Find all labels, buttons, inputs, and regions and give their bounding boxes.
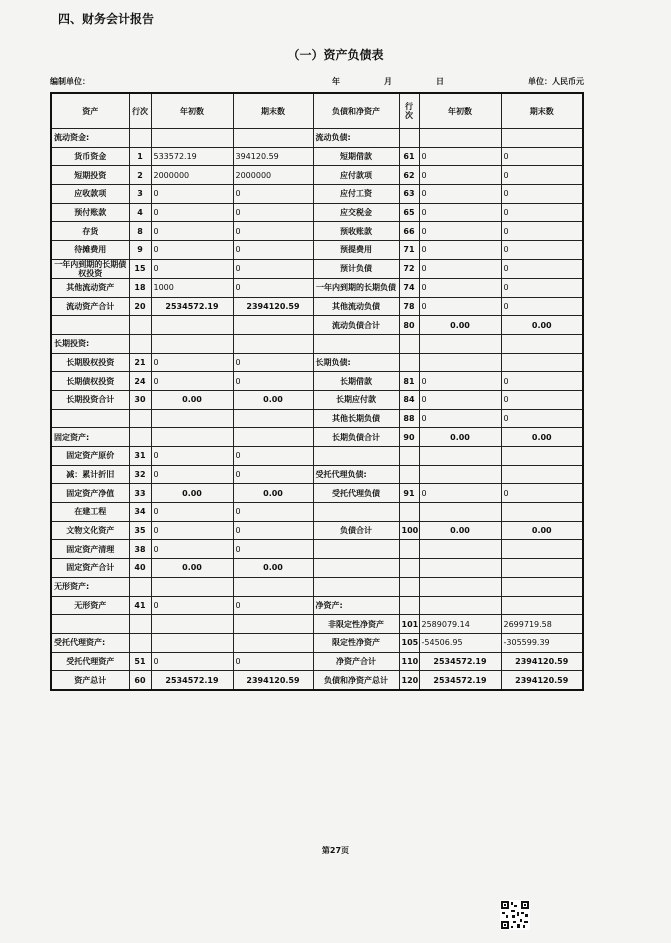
table-row bbox=[51, 447, 583, 466]
asset-item-name: 在建工程 bbox=[51, 503, 129, 522]
asset-begin-value: 2534572.19 bbox=[151, 671, 233, 690]
asset-line-number: 35 bbox=[129, 521, 151, 540]
asset-begin-cell bbox=[151, 428, 233, 447]
liability-item-name: 净资产合计 bbox=[313, 652, 399, 671]
asset-line-number: 8 bbox=[129, 222, 151, 241]
table-row bbox=[51, 372, 583, 391]
liability-begin-cell bbox=[419, 465, 501, 484]
table-row bbox=[51, 503, 583, 522]
liability-begin-value: -54506.95 bbox=[419, 633, 501, 652]
liability-line-number: 100 bbox=[399, 521, 419, 540]
liability-begin-cell bbox=[419, 447, 501, 466]
table-row bbox=[51, 166, 583, 185]
table-row bbox=[51, 259, 583, 278]
header-line: 行次 bbox=[129, 93, 151, 129]
liability-begin-value: 0 bbox=[419, 147, 501, 166]
liability-begin-cell bbox=[419, 129, 501, 148]
liability-section-label: 受托代理负债: bbox=[313, 465, 399, 484]
table-row bbox=[51, 297, 583, 316]
liability-end-cell bbox=[501, 503, 583, 522]
asset-line-number: 51 bbox=[129, 652, 151, 671]
liability-begin-cell bbox=[419, 577, 501, 596]
asset-end-cell bbox=[233, 129, 313, 148]
liability-end-value: 2394120.59 bbox=[501, 652, 583, 671]
liability-line-cell bbox=[399, 577, 419, 596]
liability-line-cell bbox=[399, 465, 419, 484]
liability-begin-value: 2589079.14 bbox=[419, 615, 501, 634]
asset-end-value: 0 bbox=[233, 465, 313, 484]
table-row bbox=[51, 147, 583, 166]
liability-begin-cell bbox=[419, 559, 501, 578]
liability-end-value: 2699719.58 bbox=[501, 615, 583, 634]
liability-end-value: 0 bbox=[501, 259, 583, 278]
asset-begin-value: 0.00 bbox=[151, 484, 233, 503]
asset-line-cell bbox=[129, 334, 151, 353]
month-label: 月 bbox=[384, 77, 392, 86]
liability-item-name: 流动负债合计 bbox=[313, 316, 399, 335]
asset-begin-value: 0 bbox=[151, 372, 233, 391]
asset-section-label: 流动资金: bbox=[51, 129, 129, 148]
liability-line-cell bbox=[399, 596, 419, 615]
asset-line-number: 21 bbox=[129, 353, 151, 372]
table-row bbox=[51, 222, 583, 241]
liability-item-name: 非限定性净资产 bbox=[313, 615, 399, 634]
asset-end-value: 0 bbox=[233, 503, 313, 522]
asset-begin-value: 1000 bbox=[151, 278, 233, 297]
asset-begin-value: 0.00 bbox=[151, 390, 233, 409]
liability-begin-value: 0 bbox=[419, 372, 501, 391]
liability-end-value: 0.00 bbox=[501, 316, 583, 335]
asset-begin-value: 0 bbox=[151, 652, 233, 671]
asset-item-name: 存货 bbox=[51, 222, 129, 241]
asset-line-number: 15 bbox=[129, 259, 151, 278]
asset-end-cell bbox=[233, 334, 313, 353]
liability-begin-value: 0 bbox=[419, 203, 501, 222]
liability-end-value: 0.00 bbox=[501, 521, 583, 540]
asset-item-name: 长期债权投资 bbox=[51, 372, 129, 391]
asset-begin-cell bbox=[151, 334, 233, 353]
asset-end-cell bbox=[233, 409, 313, 428]
liability-item-name: 负债合计 bbox=[313, 521, 399, 540]
liability-line-cell bbox=[399, 503, 419, 522]
liability-item-name: 预计负债 bbox=[313, 259, 399, 278]
asset-begin-value: 0.00 bbox=[151, 559, 233, 578]
table-row bbox=[51, 465, 583, 484]
liability-line-number: 65 bbox=[399, 203, 419, 222]
asset-begin-value: 0 bbox=[151, 540, 233, 559]
asset-begin-value: 0 bbox=[151, 465, 233, 484]
liability-begin-value: 0 bbox=[419, 278, 501, 297]
asset-begin-value: 0 bbox=[151, 185, 233, 204]
currency-unit: 单位：人民币元 bbox=[528, 77, 584, 86]
asset-item-name: 应收款项 bbox=[51, 185, 129, 204]
liability-item-name: 应交税金 bbox=[313, 203, 399, 222]
asset-line-number: 4 bbox=[129, 203, 151, 222]
liability-line-cell bbox=[399, 447, 419, 466]
liability-end-value: 0 bbox=[501, 372, 583, 391]
asset-end-value: 394120.59 bbox=[233, 147, 313, 166]
liability-line-number: 63 bbox=[399, 185, 419, 204]
asset-line-number: 1 bbox=[129, 147, 151, 166]
liability-end-value: 0 bbox=[501, 203, 583, 222]
asset-end-cell bbox=[233, 577, 313, 596]
liability-end-cell bbox=[501, 465, 583, 484]
asset-end-value: 0 bbox=[233, 447, 313, 466]
asset-end-value: 0 bbox=[233, 203, 313, 222]
liability-item-name: 其他长期负债 bbox=[313, 409, 399, 428]
liability-item-name: 应付款项 bbox=[313, 166, 399, 185]
liability-end-value: 0.00 bbox=[501, 428, 583, 447]
asset-end-value: 0 bbox=[233, 278, 313, 297]
asset-item-name: 预付账款 bbox=[51, 203, 129, 222]
asset-end-value: 0.00 bbox=[233, 390, 313, 409]
asset-item-name: 短期投资 bbox=[51, 166, 129, 185]
asset-end-value: 2394120.59 bbox=[233, 671, 313, 690]
asset-item-name: 长期投资合计 bbox=[51, 390, 129, 409]
asset-item-name: 减：累计折旧 bbox=[51, 465, 129, 484]
table-row bbox=[51, 334, 583, 353]
asset-line-cell bbox=[129, 615, 151, 634]
liability-end-value: 0 bbox=[501, 241, 583, 260]
header-begin: 年初数 bbox=[151, 93, 233, 129]
liability-begin-value: 0 bbox=[419, 297, 501, 316]
asset-line-number: 3 bbox=[129, 185, 151, 204]
asset-begin-cell bbox=[151, 633, 233, 652]
asset-section-label: 受托代理资产: bbox=[51, 633, 129, 652]
asset-item-name: 资产总计 bbox=[51, 671, 129, 690]
liability-begin-cell bbox=[419, 596, 501, 615]
liability-line-number: 88 bbox=[399, 409, 419, 428]
asset-name-cell bbox=[51, 316, 129, 335]
asset-line-number: 30 bbox=[129, 390, 151, 409]
liability-section-label: 流动负债: bbox=[313, 129, 399, 148]
liability-item-name: 限定性净资产 bbox=[313, 633, 399, 652]
header-end-2: 期末数 bbox=[501, 93, 583, 129]
compiler-label: 编制单位： bbox=[50, 77, 90, 86]
asset-begin-value: 0 bbox=[151, 596, 233, 615]
asset-item-name: 受托代理资产 bbox=[51, 652, 129, 671]
asset-line-number: 40 bbox=[129, 559, 151, 578]
liability-begin-value: 0.00 bbox=[419, 428, 501, 447]
asset-end-value: 0 bbox=[233, 521, 313, 540]
header-asset: 资产 bbox=[51, 93, 129, 129]
liability-end-value: -305599.39 bbox=[501, 633, 583, 652]
asset-section-label: 无形资产: bbox=[51, 577, 129, 596]
asset-begin-value: 0 bbox=[151, 353, 233, 372]
asset-section-label: 长期投资: bbox=[51, 334, 129, 353]
liability-end-value: 0 bbox=[501, 297, 583, 316]
asset-end-value: 0 bbox=[233, 596, 313, 615]
liability-line-number: 62 bbox=[399, 166, 419, 185]
asset-item-name: 其他流动资产 bbox=[51, 278, 129, 297]
asset-begin-cell bbox=[151, 615, 233, 634]
table-row bbox=[51, 278, 583, 297]
asset-begin-value: 0 bbox=[151, 222, 233, 241]
liability-line-number: 66 bbox=[399, 222, 419, 241]
liability-begin-cell bbox=[419, 353, 501, 372]
asset-begin-value: 0 bbox=[151, 521, 233, 540]
table-row bbox=[51, 203, 583, 222]
asset-line-cell bbox=[129, 316, 151, 335]
table-title: （一）资产负债表 bbox=[287, 48, 384, 62]
header-row bbox=[51, 93, 583, 129]
liability-line-cell bbox=[399, 129, 419, 148]
asset-end-value: 0 bbox=[233, 259, 313, 278]
asset-end-cell bbox=[233, 615, 313, 634]
liability-begin-cell bbox=[419, 503, 501, 522]
table-row bbox=[51, 633, 583, 652]
liability-end-value: 0 bbox=[501, 409, 583, 428]
liability-end-value: 0 bbox=[501, 185, 583, 204]
liability-end-cell bbox=[501, 353, 583, 372]
liability-line-number: 91 bbox=[399, 484, 419, 503]
liability-item-name: 预提费用 bbox=[313, 241, 399, 260]
qr-code-icon bbox=[500, 900, 530, 930]
liability-begin-value: 0 bbox=[419, 484, 501, 503]
table-row bbox=[51, 615, 583, 634]
header-line-2: 行次 bbox=[399, 93, 419, 129]
liability-item-name: 一年内到期的长期负债 bbox=[313, 278, 399, 297]
asset-begin-value: 0 bbox=[151, 203, 233, 222]
liability-begin-value: 0 bbox=[419, 222, 501, 241]
liability-begin-value: 0 bbox=[419, 185, 501, 204]
asset-line-number: 34 bbox=[129, 503, 151, 522]
asset-item-name: 长期股权投资 bbox=[51, 353, 129, 372]
liability-item-name: 负债和净资产总计 bbox=[313, 671, 399, 690]
asset-line-cell bbox=[129, 409, 151, 428]
table-row bbox=[51, 559, 583, 578]
asset-begin-value: 0 bbox=[151, 259, 233, 278]
asset-end-value: 0 bbox=[233, 222, 313, 241]
asset-begin-value: 2000000 bbox=[151, 166, 233, 185]
liability-line-number: 101 bbox=[399, 615, 419, 634]
liability-line-number: 61 bbox=[399, 147, 419, 166]
header-begin-2: 年初数 bbox=[419, 93, 501, 129]
liability-end-value: 0 bbox=[501, 166, 583, 185]
balance-sheet-table bbox=[50, 92, 584, 691]
asset-end-cell bbox=[233, 316, 313, 335]
liability-line-cell bbox=[399, 559, 419, 578]
liability-end-value: 0 bbox=[501, 390, 583, 409]
table-row bbox=[51, 540, 583, 559]
asset-item-name: 一年内到期的长期债权投资 bbox=[51, 259, 129, 278]
section-heading: 四、财务会计报告 bbox=[58, 12, 155, 26]
liability-line-cell bbox=[399, 334, 419, 353]
liability-name-cell bbox=[313, 334, 399, 353]
liability-begin-value: 0 bbox=[419, 390, 501, 409]
liability-name-cell bbox=[313, 447, 399, 466]
liability-begin-value: 0 bbox=[419, 166, 501, 185]
day-label: 日 bbox=[436, 77, 444, 86]
liability-begin-value: 2534572.19 bbox=[419, 671, 501, 690]
year-label: 年 bbox=[332, 77, 340, 86]
liability-line-number: 90 bbox=[399, 428, 419, 447]
liability-line-number: 110 bbox=[399, 652, 419, 671]
liability-begin-value: 0 bbox=[419, 259, 501, 278]
table-row bbox=[51, 596, 583, 615]
liability-item-name: 长期应付款 bbox=[313, 390, 399, 409]
asset-end-cell bbox=[233, 428, 313, 447]
liability-end-value: 0 bbox=[501, 278, 583, 297]
liability-line-number: 120 bbox=[399, 671, 419, 690]
liability-item-name: 其他流动负债 bbox=[313, 297, 399, 316]
asset-line-number: 41 bbox=[129, 596, 151, 615]
asset-line-number: 38 bbox=[129, 540, 151, 559]
asset-line-number: 31 bbox=[129, 447, 151, 466]
liability-section-label: 净资产: bbox=[313, 596, 399, 615]
header-liability: 负债和净资产 bbox=[313, 93, 399, 129]
liability-end-cell bbox=[501, 129, 583, 148]
liability-item-name: 应付工资 bbox=[313, 185, 399, 204]
asset-begin-value: 533572.19 bbox=[151, 147, 233, 166]
liability-end-cell bbox=[501, 447, 583, 466]
asset-line-cell bbox=[129, 577, 151, 596]
liability-item-name: 长期负债合计 bbox=[313, 428, 399, 447]
liability-line-cell bbox=[399, 353, 419, 372]
asset-section-label: 固定资产: bbox=[51, 428, 129, 447]
asset-item-name: 货币资金 bbox=[51, 147, 129, 166]
liability-line-number: 71 bbox=[399, 241, 419, 260]
table-row bbox=[51, 316, 583, 335]
liability-line-cell bbox=[399, 540, 419, 559]
table-row bbox=[51, 241, 583, 260]
liability-name-cell bbox=[313, 559, 399, 578]
asset-end-value: 2000000 bbox=[233, 166, 313, 185]
asset-end-cell bbox=[233, 633, 313, 652]
asset-item-name: 待摊费用 bbox=[51, 241, 129, 260]
table-row bbox=[51, 671, 583, 690]
asset-end-value: 2394120.59 bbox=[233, 297, 313, 316]
asset-item-name: 无形资产 bbox=[51, 596, 129, 615]
liability-line-number: 72 bbox=[399, 259, 419, 278]
liability-line-number: 105 bbox=[399, 633, 419, 652]
asset-line-number: 33 bbox=[129, 484, 151, 503]
table-row bbox=[51, 428, 583, 447]
asset-item-name: 固定资产原价 bbox=[51, 447, 129, 466]
asset-begin-value: 0 bbox=[151, 447, 233, 466]
liability-item-name: 受托代理负债 bbox=[313, 484, 399, 503]
asset-item-name: 固定资产合计 bbox=[51, 559, 129, 578]
asset-line-number: 32 bbox=[129, 465, 151, 484]
table-row bbox=[51, 185, 583, 204]
liability-line-number: 78 bbox=[399, 297, 419, 316]
asset-begin-cell bbox=[151, 409, 233, 428]
asset-item-name: 固定资产净值 bbox=[51, 484, 129, 503]
asset-begin-cell bbox=[151, 577, 233, 596]
liability-end-value: 0 bbox=[501, 222, 583, 241]
asset-end-value: 0 bbox=[233, 652, 313, 671]
asset-line-cell bbox=[129, 428, 151, 447]
asset-line-number: 18 bbox=[129, 278, 151, 297]
asset-begin-cell bbox=[151, 129, 233, 148]
asset-end-value: 0 bbox=[233, 372, 313, 391]
table-row bbox=[51, 129, 583, 148]
liability-begin-value: 0 bbox=[419, 409, 501, 428]
table-row bbox=[51, 521, 583, 540]
liability-item-name: 短期借款 bbox=[313, 147, 399, 166]
table-row bbox=[51, 409, 583, 428]
liability-item-name: 预收账款 bbox=[313, 222, 399, 241]
asset-name-cell bbox=[51, 615, 129, 634]
liability-end-cell bbox=[501, 577, 583, 596]
liability-end-cell bbox=[501, 334, 583, 353]
asset-item-name: 文物文化资产 bbox=[51, 521, 129, 540]
asset-line-number: 60 bbox=[129, 671, 151, 690]
asset-begin-cell bbox=[151, 316, 233, 335]
liability-end-value: 2394120.59 bbox=[501, 671, 583, 690]
liability-end-cell bbox=[501, 540, 583, 559]
asset-line-number: 2 bbox=[129, 166, 151, 185]
liability-begin-value: 0.00 bbox=[419, 521, 501, 540]
asset-begin-value: 2534572.19 bbox=[151, 297, 233, 316]
asset-end-value: 0.00 bbox=[233, 484, 313, 503]
asset-line-number: 24 bbox=[129, 372, 151, 391]
liability-begin-value: 2534572.19 bbox=[419, 652, 501, 671]
asset-item-name: 固定资产清理 bbox=[51, 540, 129, 559]
asset-line-number: 9 bbox=[129, 241, 151, 260]
table-row bbox=[51, 390, 583, 409]
liability-name-cell bbox=[313, 503, 399, 522]
liability-begin-value: 0.00 bbox=[419, 316, 501, 335]
liability-line-number: 84 bbox=[399, 390, 419, 409]
table-row bbox=[51, 652, 583, 671]
asset-line-number: 20 bbox=[129, 297, 151, 316]
liability-name-cell bbox=[313, 577, 399, 596]
liability-end-cell bbox=[501, 596, 583, 615]
liability-begin-value: 0 bbox=[419, 241, 501, 260]
asset-end-value: 0 bbox=[233, 540, 313, 559]
liability-begin-cell bbox=[419, 540, 501, 559]
asset-end-value: 0.00 bbox=[233, 559, 313, 578]
header-end: 期末数 bbox=[233, 93, 313, 129]
asset-begin-value: 0 bbox=[151, 503, 233, 522]
liability-name-cell bbox=[313, 540, 399, 559]
asset-end-value: 0 bbox=[233, 353, 313, 372]
liability-line-number: 74 bbox=[399, 278, 419, 297]
page-number: 第27页 bbox=[321, 846, 350, 855]
liability-end-value: 0 bbox=[501, 147, 583, 166]
asset-line-cell bbox=[129, 633, 151, 652]
liability-begin-cell bbox=[419, 334, 501, 353]
table-row bbox=[51, 577, 583, 596]
liability-end-value: 0 bbox=[501, 484, 583, 503]
asset-begin-value: 0 bbox=[151, 241, 233, 260]
table-row bbox=[51, 353, 583, 372]
asset-end-value: 0 bbox=[233, 185, 313, 204]
asset-end-value: 0 bbox=[233, 241, 313, 260]
liability-end-cell bbox=[501, 559, 583, 578]
table-row bbox=[51, 484, 583, 503]
liability-item-name: 长期借款 bbox=[313, 372, 399, 391]
asset-name-cell bbox=[51, 409, 129, 428]
liability-line-number: 81 bbox=[399, 372, 419, 391]
asset-line-cell bbox=[129, 129, 151, 148]
liability-line-number: 80 bbox=[399, 316, 419, 335]
liability-section-label: 长期负债: bbox=[313, 353, 399, 372]
asset-item-name: 流动资产合计 bbox=[51, 297, 129, 316]
